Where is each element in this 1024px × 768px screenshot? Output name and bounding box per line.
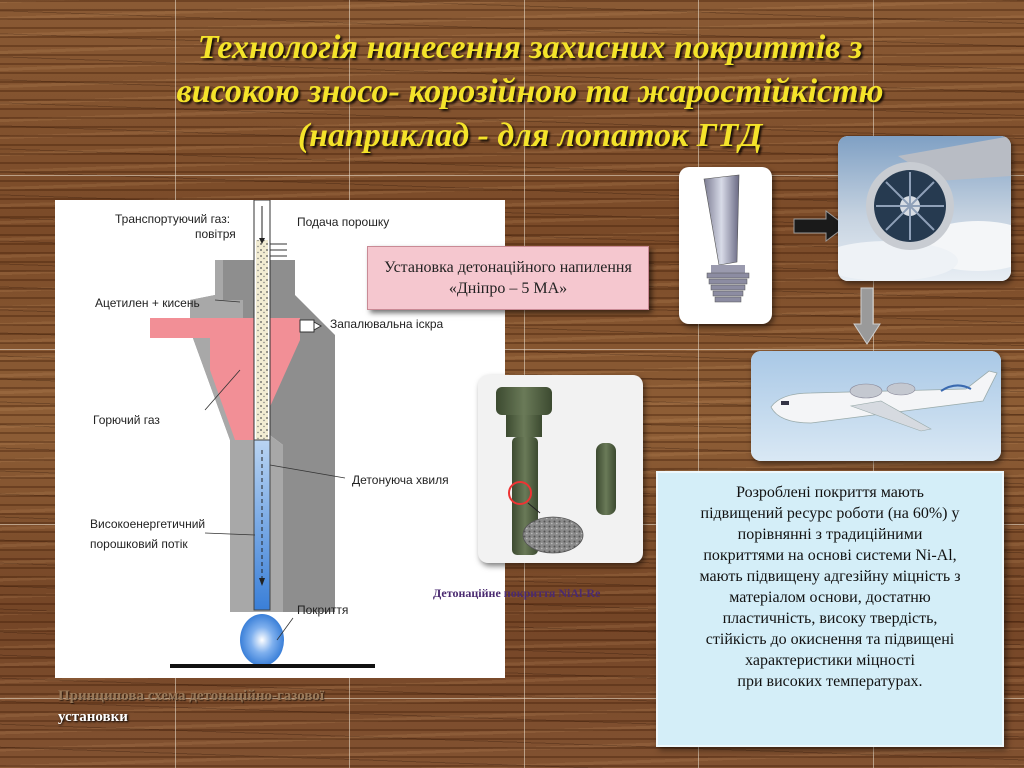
info-line: стійкість до окиснення та підвищені xyxy=(705,631,955,648)
label-detonation-wave: Детонуюча хвиля xyxy=(352,473,449,487)
coating-properties-box xyxy=(656,471,1004,747)
label-fuel-gas: Горючий газ xyxy=(93,413,160,427)
label-acetylene-oxygen: Ацетилен + кисень xyxy=(95,296,200,310)
label-powder-feed: Подача порошку xyxy=(297,215,390,229)
caption-line-2: установки xyxy=(58,709,128,725)
jet-engine-photo xyxy=(838,136,1011,281)
slide-title xyxy=(90,26,970,158)
aircraft-photo xyxy=(751,351,1001,461)
info-line: Розроблені покриття мають xyxy=(736,484,924,501)
label-ignition-spark: Запалювальна іскра xyxy=(330,317,444,331)
sample-caption: Детонаційне покриття NiAl-Re xyxy=(433,586,601,600)
label-transport-gas-air: повітря xyxy=(195,227,236,241)
aircraft-image xyxy=(751,351,1001,461)
title-line-3: (наприклад - для лопаток ГТД xyxy=(297,117,763,154)
diagram-caption xyxy=(58,686,478,728)
info-line: пластичність, високу твердість, xyxy=(722,610,938,627)
coating-sample-photo xyxy=(478,375,643,563)
title-line-2: високою зносо- корозійною та жаростійкістю xyxy=(176,73,884,110)
label-high-energy-stream: Високоенергетичний xyxy=(90,517,206,531)
jet-engine-image xyxy=(838,136,1011,281)
label-transport-gas: Транспортуючий газ: xyxy=(115,212,231,226)
installation-label-text: Установка детонаційного напилення «Дніпро – 5 МА» xyxy=(384,259,632,297)
turbine-blade-image xyxy=(679,167,772,324)
info-line: мають підвищену адгезійну міцність з xyxy=(699,568,961,585)
info-line: при високих температурах. xyxy=(737,673,923,690)
label-powder-stream: порошковий потік xyxy=(90,537,188,551)
info-line: покриттями на основі системи Ni-Al, xyxy=(703,547,957,564)
caption-line-1: Принципова схема детонаційно-газової xyxy=(58,688,325,704)
info-line: матеріалом основи, достатню xyxy=(729,589,931,606)
installation-label xyxy=(367,246,649,310)
info-line: підвищений ресурс роботи (на 60%) у xyxy=(700,505,960,522)
label-coating: Покриття xyxy=(297,603,349,617)
title-line-1: Технологія нанесення захисних покриттів з xyxy=(197,29,863,66)
info-line: порівнянні з традиційними xyxy=(737,526,923,543)
arrow-down-icon xyxy=(852,286,882,348)
turbine-blade-photo xyxy=(679,167,772,324)
coating-sample-image xyxy=(478,375,643,563)
info-line: характеристики міцності xyxy=(745,652,915,669)
